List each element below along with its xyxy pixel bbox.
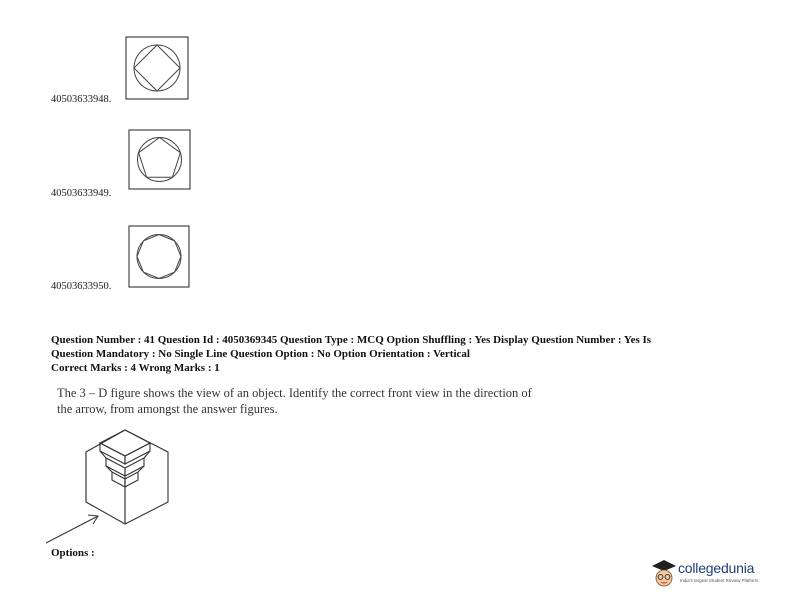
- option-figure-2: [128, 129, 191, 190]
- logo-tagline: India's largest Student Review Platform: [680, 578, 759, 583]
- question-marks: Correct Marks : 4 Wrong Marks : 1: [51, 362, 220, 374]
- option-id-2: 40503633949.: [51, 188, 112, 199]
- student-mascot-icon: [650, 558, 678, 588]
- question-text-line-1: The 3 – D figure shows the view of an object. Identify the correct front view in the direction of: [57, 386, 532, 400]
- option-id-1: 40503633948.: [51, 94, 112, 105]
- option-figure-3: [128, 225, 190, 288]
- question-meta-line-1: Question Number : 41 Question Id : 4050369345 Question Type : MCQ Option Shuffling : Yes Display Question Number : Yes Is: [51, 334, 652, 346]
- direction-arrow-icon: [46, 515, 98, 543]
- option-figure-1: [125, 36, 189, 100]
- question-3d-figure: [40, 428, 190, 558]
- options-label: Options :: [51, 547, 95, 559]
- collegedunia-logo: [650, 556, 768, 592]
- logo-name: collegedunia: [678, 560, 755, 576]
- question-meta-line-2: Question Mandatory : No Single Line Question Option : No Option Orientation : Vertical: [51, 348, 470, 360]
- option-id-3: 40503633950.: [51, 281, 112, 292]
- question-text-line-2: the arrow, from amongst the answer figures.: [57, 402, 278, 416]
